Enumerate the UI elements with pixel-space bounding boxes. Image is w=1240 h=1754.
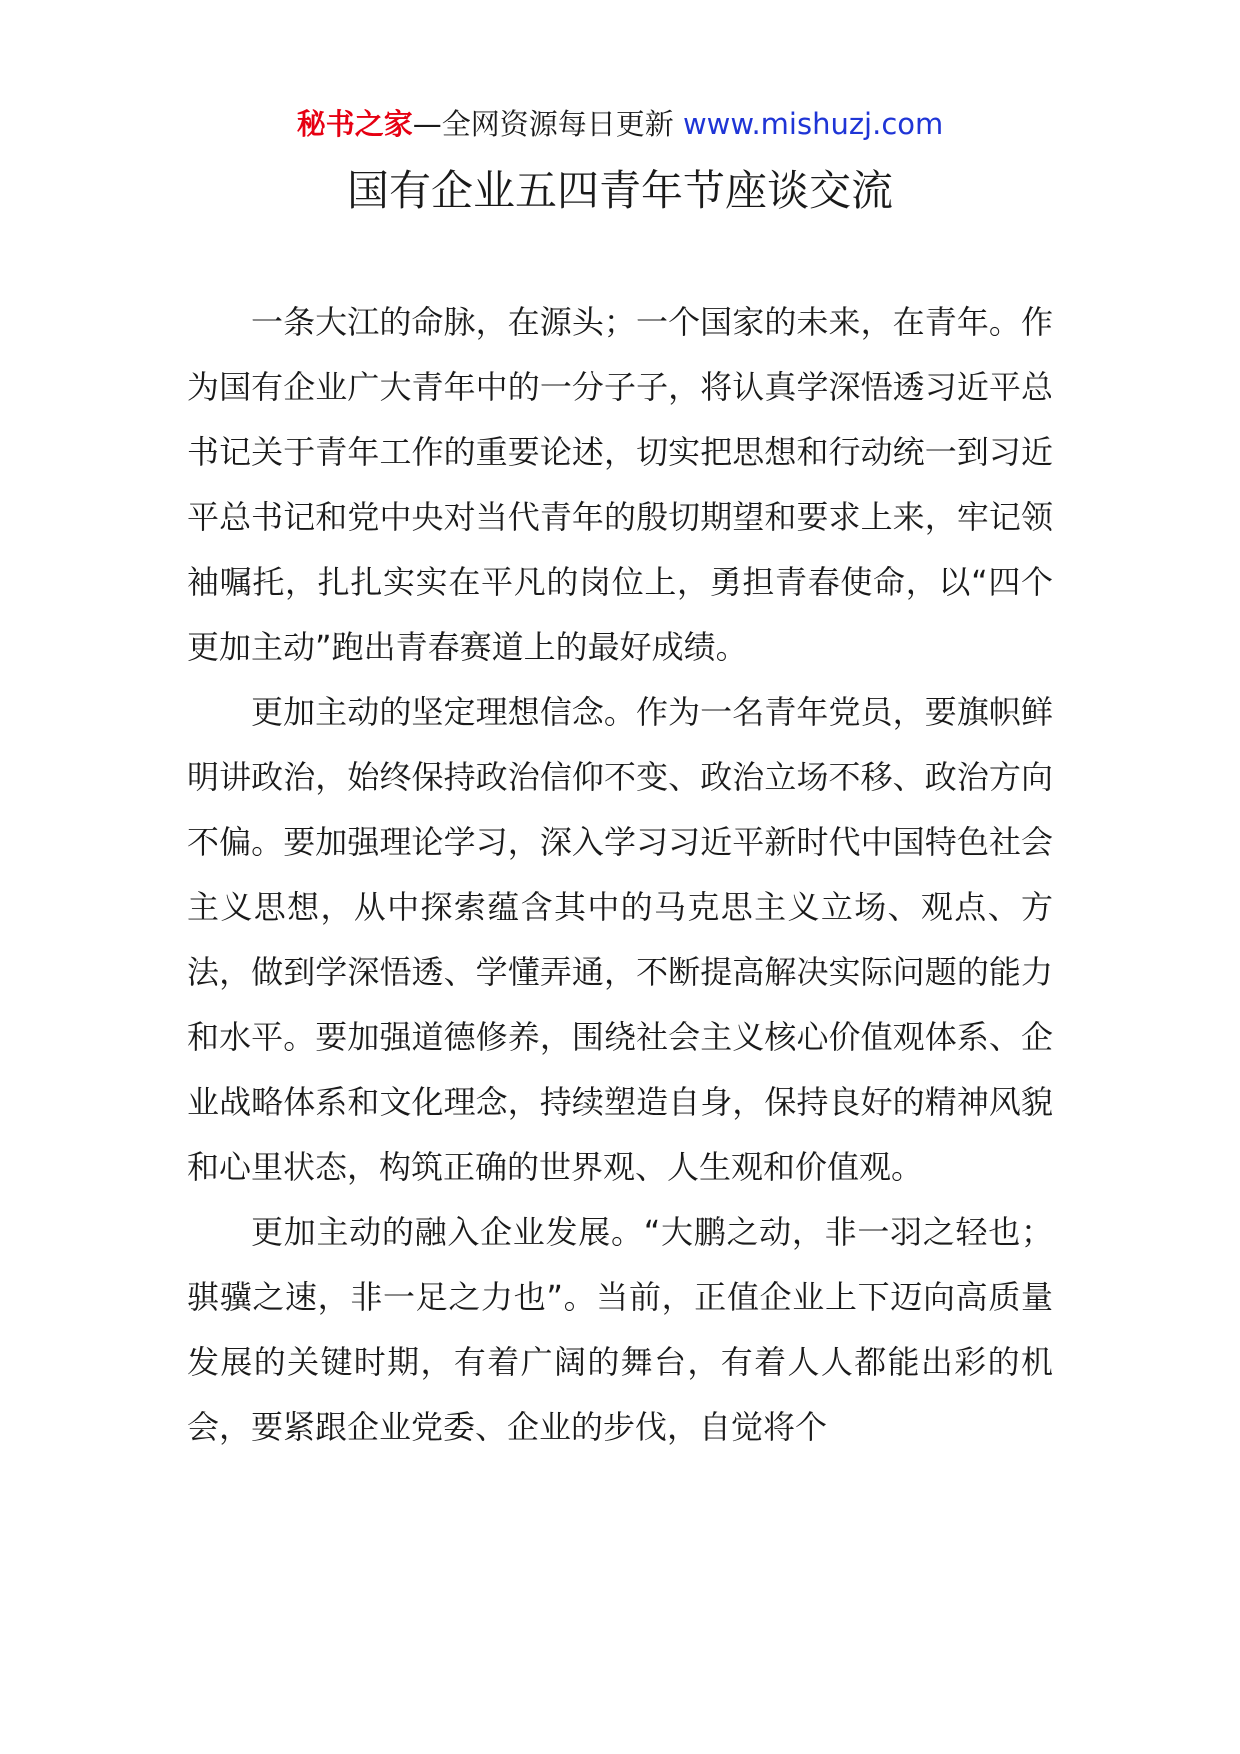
document-body	[187, 290, 1053, 1460]
paragraph-2: 更加主动的坚定理想信念。作为一名青年党员，要旗帜鲜明讲政治，始终保持政治信仰不变、政治立场不移、政治方向不偏。要加强理论学习，深入学习习近平新时代中国特色社会主义思想，从中探索蕴含其中的马克思主义立场、观点、方法，做到学深悟透、学懂弄通，不断提高解决实际问题的能力和水平。要加强道德修养，围绕社会主义核心价值观体系、企业战略体系和文化理念，持续塑造自身，保持良好的精神风貌和心里状态，构筑正确的世界观、人生观和价值观。	[187, 693, 1053, 1186]
paragraph-3: 更加主动的融入企业发展。“大鹏之动，非一羽之轻也；骐骥之速，非一足之力也”。当前，正值企业上下迈向高质量发展的关键时期，有着广阔的舞台，有着人人都能出彩的机会，要紧跟企业党委、企业的步伐，自觉将个	[187, 1213, 1053, 1446]
site-url[interactable]: www.mishuzj.com	[682, 107, 944, 141]
paragraph-1: 一条大江的命脉，在源头；一个国家的未来，在青年。作为国有企业广大青年中的一分子子，将认真学深悟透习近平总书记关于青年工作的重要论述，切实把思想和行动统一到习近平总书记和党中央对当代青年的殷切期望和要求上来，牢记领袖嘱托，扎扎实实在平凡的岗位上，勇担青春使命，以“四个更加主动”跑出青春赛道上的最好成绩。	[187, 303, 1053, 666]
document-title: 国有企业五四青年节座谈交流	[346, 166, 893, 215]
brand-name: 秘书之家	[296, 107, 413, 141]
site-header	[0, 104, 1240, 144]
header-tagline: —全网资源每日更新	[412, 107, 683, 141]
